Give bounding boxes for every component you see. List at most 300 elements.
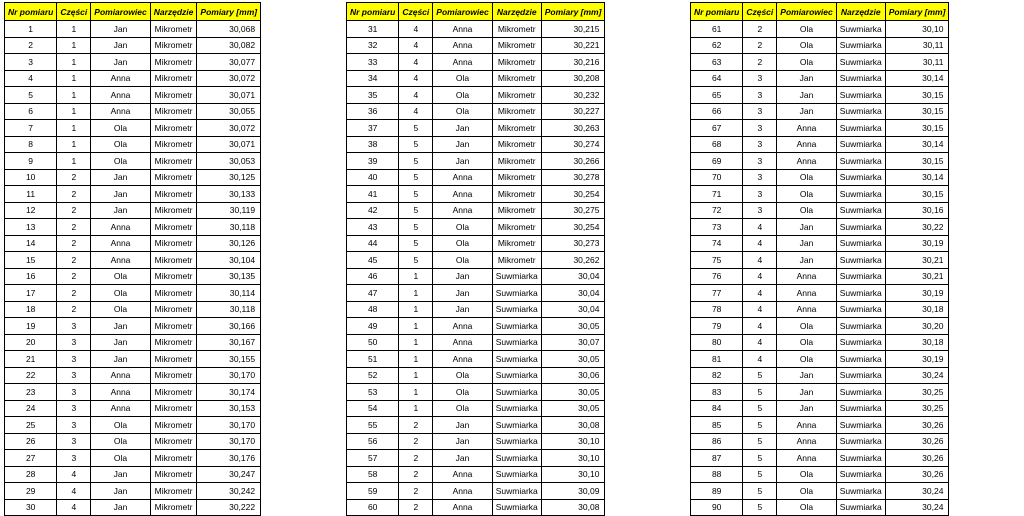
table-row xyxy=(5,153,261,170)
cell-operator: Anna xyxy=(777,450,836,467)
cell-measurement-number: 41 xyxy=(347,186,399,203)
cell-tool: Mikrometr xyxy=(150,87,197,104)
cell-operator: Ola xyxy=(433,367,492,384)
cell-measurement-number: 21 xyxy=(5,351,57,368)
table-row xyxy=(5,351,261,368)
cell-measurement-number: 71 xyxy=(691,186,743,203)
cell-part: 5 xyxy=(743,367,777,384)
cell-part: 5 xyxy=(399,169,433,186)
cell-operator: Ola xyxy=(433,87,492,104)
cell-operator: Anna xyxy=(91,400,150,417)
cell-tool: Mikrometr xyxy=(150,433,197,450)
cell-operator: Anna xyxy=(777,136,836,153)
cell-operator: Ola xyxy=(91,153,150,170)
cell-measurement-number: 54 xyxy=(347,400,399,417)
cell-measurement-number: 20 xyxy=(5,334,57,351)
cell-tool: Suwmiarka xyxy=(836,301,885,318)
cell-measurement-number: 56 xyxy=(347,433,399,450)
cell-measurement-value: 30,222 xyxy=(197,499,261,516)
cell-tool: Mikrometr xyxy=(150,351,197,368)
table-row xyxy=(5,285,261,302)
cell-measurement-value: 30,07 xyxy=(541,334,605,351)
cell-measurement-number: 13 xyxy=(5,219,57,236)
cell-operator: Ola xyxy=(777,318,836,335)
cell-part: 3 xyxy=(743,70,777,87)
cell-tool: Suwmiarka xyxy=(836,433,885,450)
cell-operator: Ola xyxy=(777,54,836,71)
cell-measurement-value: 30,232 xyxy=(541,87,605,104)
cell-measurement-number: 79 xyxy=(691,318,743,335)
table-row xyxy=(347,87,605,104)
cell-measurement-number: 69 xyxy=(691,153,743,170)
table-row xyxy=(347,120,605,137)
cell-part: 1 xyxy=(57,103,91,120)
cell-tool: Suwmiarka xyxy=(492,268,541,285)
cell-measurement-value: 30,14 xyxy=(885,169,949,186)
cell-operator: Jan xyxy=(777,87,836,104)
cell-measurement-number: 64 xyxy=(691,70,743,87)
cell-measurement-number: 72 xyxy=(691,202,743,219)
cell-operator: Jan xyxy=(91,334,150,351)
cell-operator: Anna xyxy=(433,499,492,516)
cell-measurement-value: 30,21 xyxy=(885,268,949,285)
table-row xyxy=(347,103,605,120)
cell-operator: Ola xyxy=(91,136,150,153)
cell-measurement-value: 30,24 xyxy=(885,367,949,384)
table-row xyxy=(5,450,261,467)
cell-measurement-value: 30,170 xyxy=(197,417,261,434)
cell-measurement-number: 5 xyxy=(5,87,57,104)
cell-part: 2 xyxy=(743,21,777,38)
cell-part: 4 xyxy=(743,252,777,269)
cell-operator: Ola xyxy=(777,169,836,186)
cell-part: 1 xyxy=(57,120,91,137)
cell-part: 1 xyxy=(399,334,433,351)
cell-measurement-number: 47 xyxy=(347,285,399,302)
cell-tool: Mikrometr xyxy=(492,235,541,252)
cell-part: 1 xyxy=(399,384,433,401)
header-tool: Narzędzie xyxy=(150,3,197,21)
cell-measurement-value: 30,04 xyxy=(541,285,605,302)
cell-tool: Mikrometr xyxy=(150,450,197,467)
cell-measurement-value: 30,15 xyxy=(885,103,949,120)
table-row xyxy=(347,37,605,54)
cell-measurement-value: 30,118 xyxy=(197,219,261,236)
cell-operator: Anna xyxy=(777,417,836,434)
table-row xyxy=(691,87,949,104)
cell-operator: Ola xyxy=(433,400,492,417)
cell-tool: Mikrometr xyxy=(492,153,541,170)
cell-measurement-value: 30,24 xyxy=(885,499,949,516)
table-row xyxy=(347,450,605,467)
cell-measurement-value: 30,077 xyxy=(197,54,261,71)
cell-part: 2 xyxy=(57,285,91,302)
table-row xyxy=(691,466,949,483)
header-tool: Narzędzie xyxy=(492,3,541,21)
measurement-table-2 xyxy=(346,2,605,516)
cell-measurement-number: 62 xyxy=(691,37,743,54)
cell-measurement-number: 61 xyxy=(691,21,743,38)
table-row xyxy=(691,70,949,87)
cell-operator: Jan xyxy=(433,153,492,170)
cell-operator: Ola xyxy=(433,235,492,252)
cell-tool: Suwmiarka xyxy=(836,70,885,87)
table-row xyxy=(347,54,605,71)
table-row xyxy=(5,202,261,219)
cell-measurement-number: 86 xyxy=(691,433,743,450)
cell-operator: Anna xyxy=(433,186,492,203)
cell-tool: Suwmiarka xyxy=(836,169,885,186)
cell-measurement-value: 30,14 xyxy=(885,70,949,87)
cell-measurement-number: 74 xyxy=(691,235,743,252)
cell-tool: Mikrometr xyxy=(492,87,541,104)
cell-measurement-number: 19 xyxy=(5,318,57,335)
cell-part: 2 xyxy=(57,219,91,236)
cell-part: 3 xyxy=(743,120,777,137)
header-measurement-value: Pomiary [mm] xyxy=(885,3,949,21)
table-row xyxy=(5,433,261,450)
cell-measurement-value: 30,167 xyxy=(197,334,261,351)
cell-tool: Suwmiarka xyxy=(492,301,541,318)
cell-operator: Jan xyxy=(91,466,150,483)
cell-measurement-number: 34 xyxy=(347,70,399,87)
cell-tool: Suwmiarka xyxy=(492,318,541,335)
cell-tool: Suwmiarka xyxy=(836,21,885,38)
cell-tool: Suwmiarka xyxy=(492,400,541,417)
cell-measurement-number: 81 xyxy=(691,351,743,368)
cell-operator: Jan xyxy=(777,235,836,252)
cell-measurement-number: 90 xyxy=(691,499,743,516)
cell-operator: Ola xyxy=(433,103,492,120)
table-row xyxy=(5,417,261,434)
cell-operator: Ola xyxy=(777,202,836,219)
header-part: Części xyxy=(743,3,777,21)
cell-tool: Suwmiarka xyxy=(836,87,885,104)
cell-measurement-value: 30,04 xyxy=(541,301,605,318)
cell-part: 4 xyxy=(743,351,777,368)
cell-tool: Mikrometr xyxy=(150,367,197,384)
cell-measurement-number: 48 xyxy=(347,301,399,318)
cell-operator: Ola xyxy=(777,21,836,38)
cell-operator: Jan xyxy=(91,351,150,368)
cell-measurement-number: 58 xyxy=(347,466,399,483)
cell-measurement-value: 30,221 xyxy=(541,37,605,54)
table-row xyxy=(347,186,605,203)
cell-tool: Suwmiarka xyxy=(492,433,541,450)
cell-tool: Mikrometr xyxy=(492,70,541,87)
cell-tool: Mikrometr xyxy=(150,417,197,434)
cell-part: 4 xyxy=(399,54,433,71)
table-row xyxy=(347,202,605,219)
cell-measurement-number: 9 xyxy=(5,153,57,170)
cell-measurement-number: 76 xyxy=(691,268,743,285)
cell-part: 4 xyxy=(743,219,777,236)
cell-measurement-number: 52 xyxy=(347,367,399,384)
cell-tool: Mikrometr xyxy=(150,499,197,516)
table-row xyxy=(5,483,261,500)
cell-part: 1 xyxy=(399,285,433,302)
table-row xyxy=(691,301,949,318)
table-row xyxy=(5,318,261,335)
cell-measurement-number: 42 xyxy=(347,202,399,219)
cell-measurement-number: 84 xyxy=(691,400,743,417)
cell-part: 2 xyxy=(57,202,91,219)
cell-measurement-value: 30,263 xyxy=(541,120,605,137)
cell-measurement-value: 30,068 xyxy=(197,21,261,38)
cell-measurement-number: 87 xyxy=(691,450,743,467)
cell-measurement-number: 65 xyxy=(691,87,743,104)
table-row xyxy=(347,301,605,318)
cell-measurement-value: 30,071 xyxy=(197,87,261,104)
table-row xyxy=(5,466,261,483)
cell-measurement-value: 30,125 xyxy=(197,169,261,186)
table-row xyxy=(691,54,949,71)
header-measurement-value: Pomiary [mm] xyxy=(541,3,605,21)
cell-part: 4 xyxy=(743,235,777,252)
cell-measurement-value: 30,15 xyxy=(885,120,949,137)
cell-part: 3 xyxy=(57,367,91,384)
cell-operator: Jan xyxy=(91,54,150,71)
cell-measurement-value: 30,26 xyxy=(885,417,949,434)
cell-part: 5 xyxy=(743,417,777,434)
table-row xyxy=(5,367,261,384)
cell-measurement-number: 82 xyxy=(691,367,743,384)
cell-tool: Mikrometr xyxy=(150,219,197,236)
cell-part: 5 xyxy=(399,202,433,219)
cell-tool: Suwmiarka xyxy=(492,351,541,368)
cell-measurement-number: 57 xyxy=(347,450,399,467)
cell-tool: Suwmiarka xyxy=(836,499,885,516)
cell-measurement-value: 30,082 xyxy=(197,37,261,54)
table-row xyxy=(347,400,605,417)
cell-measurement-number: 37 xyxy=(347,120,399,137)
cell-measurement-value: 30,19 xyxy=(885,351,949,368)
cell-part: 5 xyxy=(399,153,433,170)
cell-part: 3 xyxy=(743,136,777,153)
cell-measurement-number: 7 xyxy=(5,120,57,137)
cell-tool: Suwmiarka xyxy=(836,219,885,236)
cell-tool: Suwmiarka xyxy=(836,235,885,252)
cell-measurement-value: 30,05 xyxy=(541,318,605,335)
cell-measurement-value: 30,119 xyxy=(197,202,261,219)
cell-tool: Mikrometr xyxy=(150,169,197,186)
table-row xyxy=(5,235,261,252)
cell-measurement-number: 17 xyxy=(5,285,57,302)
cell-measurement-value: 30,15 xyxy=(885,87,949,104)
cell-tool: Suwmiarka xyxy=(836,334,885,351)
cell-measurement-value: 30,174 xyxy=(197,384,261,401)
cell-measurement-number: 25 xyxy=(5,417,57,434)
table-row xyxy=(347,235,605,252)
cell-measurement-value: 30,05 xyxy=(541,400,605,417)
cell-part: 4 xyxy=(743,334,777,351)
cell-operator: Ola xyxy=(91,120,150,137)
cell-measurement-value: 30,09 xyxy=(541,483,605,500)
cell-measurement-number: 39 xyxy=(347,153,399,170)
cell-measurement-value: 30,247 xyxy=(197,466,261,483)
table-row xyxy=(347,268,605,285)
cell-measurement-value: 30,278 xyxy=(541,169,605,186)
cell-measurement-value: 30,053 xyxy=(197,153,261,170)
cell-measurement-value: 30,14 xyxy=(885,136,949,153)
cell-measurement-number: 27 xyxy=(5,450,57,467)
cell-part: 2 xyxy=(743,37,777,54)
cell-tool: Suwmiarka xyxy=(836,351,885,368)
cell-measurement-number: 73 xyxy=(691,219,743,236)
header-operator: Pomiarowiec xyxy=(777,3,836,21)
cell-part: 3 xyxy=(57,433,91,450)
cell-measurement-value: 30,19 xyxy=(885,235,949,252)
cell-operator: Jan xyxy=(777,219,836,236)
cell-operator: Anna xyxy=(777,120,836,137)
cell-measurement-value: 30,126 xyxy=(197,235,261,252)
cell-tool: Suwmiarka xyxy=(836,367,885,384)
cell-operator: Jan xyxy=(91,186,150,203)
cell-part: 1 xyxy=(399,367,433,384)
cell-measurement-value: 30,216 xyxy=(541,54,605,71)
cell-operator: Anna xyxy=(433,483,492,500)
cell-measurement-number: 18 xyxy=(5,301,57,318)
cell-operator: Ola xyxy=(777,351,836,368)
cell-operator: Anna xyxy=(433,202,492,219)
cell-tool: Mikrometr xyxy=(150,54,197,71)
cell-tool: Suwmiarka xyxy=(836,54,885,71)
table-row xyxy=(347,285,605,302)
cell-measurement-value: 30,25 xyxy=(885,384,949,401)
cell-operator: Anna xyxy=(91,103,150,120)
cell-tool: Mikrometr xyxy=(150,334,197,351)
cell-measurement-value: 30,242 xyxy=(197,483,261,500)
cell-tool: Suwmiarka xyxy=(492,334,541,351)
cell-measurement-number: 1 xyxy=(5,21,57,38)
cell-measurement-number: 16 xyxy=(5,268,57,285)
cell-part: 5 xyxy=(399,136,433,153)
table-row xyxy=(347,219,605,236)
cell-tool: Mikrometr xyxy=(150,400,197,417)
cell-operator: Ola xyxy=(91,433,150,450)
cell-tool: Suwmiarka xyxy=(492,483,541,500)
cell-tool: Mikrometr xyxy=(492,21,541,38)
cell-tool: Suwmiarka xyxy=(492,384,541,401)
cell-tool: Suwmiarka xyxy=(836,384,885,401)
header-row xyxy=(691,3,949,21)
cell-measurement-number: 29 xyxy=(5,483,57,500)
table-row xyxy=(5,87,261,104)
cell-operator: Jan xyxy=(777,70,836,87)
cell-operator: Anna xyxy=(433,21,492,38)
cell-part: 5 xyxy=(399,219,433,236)
table-row xyxy=(347,367,605,384)
cell-operator: Anna xyxy=(433,466,492,483)
table-row xyxy=(691,450,949,467)
cell-measurement-number: 8 xyxy=(5,136,57,153)
table-row xyxy=(691,103,949,120)
cell-operator: Jan xyxy=(433,450,492,467)
cell-measurement-value: 30,16 xyxy=(885,202,949,219)
cell-operator: Ola xyxy=(777,466,836,483)
header-measurement-number: Nr pomiaru xyxy=(691,3,743,21)
cell-part: 5 xyxy=(399,120,433,137)
table-row xyxy=(691,169,949,186)
cell-operator: Jan xyxy=(91,202,150,219)
cell-operator: Anna xyxy=(91,252,150,269)
cell-tool: Suwmiarka xyxy=(492,367,541,384)
cell-measurement-value: 30,055 xyxy=(197,103,261,120)
cell-measurement-number: 31 xyxy=(347,21,399,38)
table-row xyxy=(5,103,261,120)
cell-operator: Anna xyxy=(433,37,492,54)
cell-part: 3 xyxy=(57,318,91,335)
cell-measurement-value: 30,135 xyxy=(197,268,261,285)
cell-measurement-number: 28 xyxy=(5,466,57,483)
cell-tool: Mikrometr xyxy=(492,37,541,54)
table-row xyxy=(691,499,949,516)
table-row xyxy=(5,186,261,203)
header-row xyxy=(5,3,261,21)
cell-part: 2 xyxy=(399,466,433,483)
cell-part: 1 xyxy=(57,136,91,153)
cell-tool: Suwmiarka xyxy=(836,252,885,269)
cell-part: 2 xyxy=(57,301,91,318)
cell-operator: Ola xyxy=(777,37,836,54)
table-row xyxy=(347,334,605,351)
cell-part: 4 xyxy=(399,21,433,38)
table-row xyxy=(691,37,949,54)
cell-measurement-number: 46 xyxy=(347,268,399,285)
cell-part: 4 xyxy=(57,499,91,516)
table-row xyxy=(5,169,261,186)
table-row xyxy=(347,351,605,368)
cell-measurement-value: 30,266 xyxy=(541,153,605,170)
cell-measurement-number: 10 xyxy=(5,169,57,186)
cell-part: 4 xyxy=(399,87,433,104)
header-row xyxy=(347,3,605,21)
cell-tool: Mikrometr xyxy=(150,235,197,252)
cell-operator: Anna xyxy=(777,268,836,285)
cell-operator: Jan xyxy=(777,103,836,120)
table-row xyxy=(691,202,949,219)
cell-measurement-number: 67 xyxy=(691,120,743,137)
cell-tool: Mikrometr xyxy=(150,186,197,203)
cell-measurement-number: 89 xyxy=(691,483,743,500)
table-row xyxy=(5,21,261,38)
cell-tool: Mikrometr xyxy=(150,136,197,153)
cell-measurement-value: 30,254 xyxy=(541,219,605,236)
cell-tool: Mikrometr xyxy=(150,466,197,483)
table-row xyxy=(5,70,261,87)
cell-part: 1 xyxy=(57,70,91,87)
cell-tool: Mikrometr xyxy=(150,268,197,285)
cell-operator: Jan xyxy=(433,301,492,318)
cell-measurement-value: 30,11 xyxy=(885,37,949,54)
cell-operator: Ola xyxy=(777,483,836,500)
cell-measurement-number: 55 xyxy=(347,417,399,434)
cell-tool: Suwmiarka xyxy=(836,417,885,434)
cell-measurement-number: 50 xyxy=(347,334,399,351)
cell-operator: Ola xyxy=(91,301,150,318)
cell-measurement-number: 85 xyxy=(691,417,743,434)
cell-measurement-value: 30,18 xyxy=(885,301,949,318)
header-part: Części xyxy=(57,3,91,21)
cell-measurement-number: 66 xyxy=(691,103,743,120)
cell-measurement-value: 30,04 xyxy=(541,268,605,285)
cell-measurement-value: 30,166 xyxy=(197,318,261,335)
cell-part: 4 xyxy=(743,268,777,285)
cell-measurement-value: 30,11 xyxy=(885,54,949,71)
cell-operator: Jan xyxy=(433,120,492,137)
cell-part: 2 xyxy=(57,235,91,252)
cell-operator: Jan xyxy=(433,417,492,434)
